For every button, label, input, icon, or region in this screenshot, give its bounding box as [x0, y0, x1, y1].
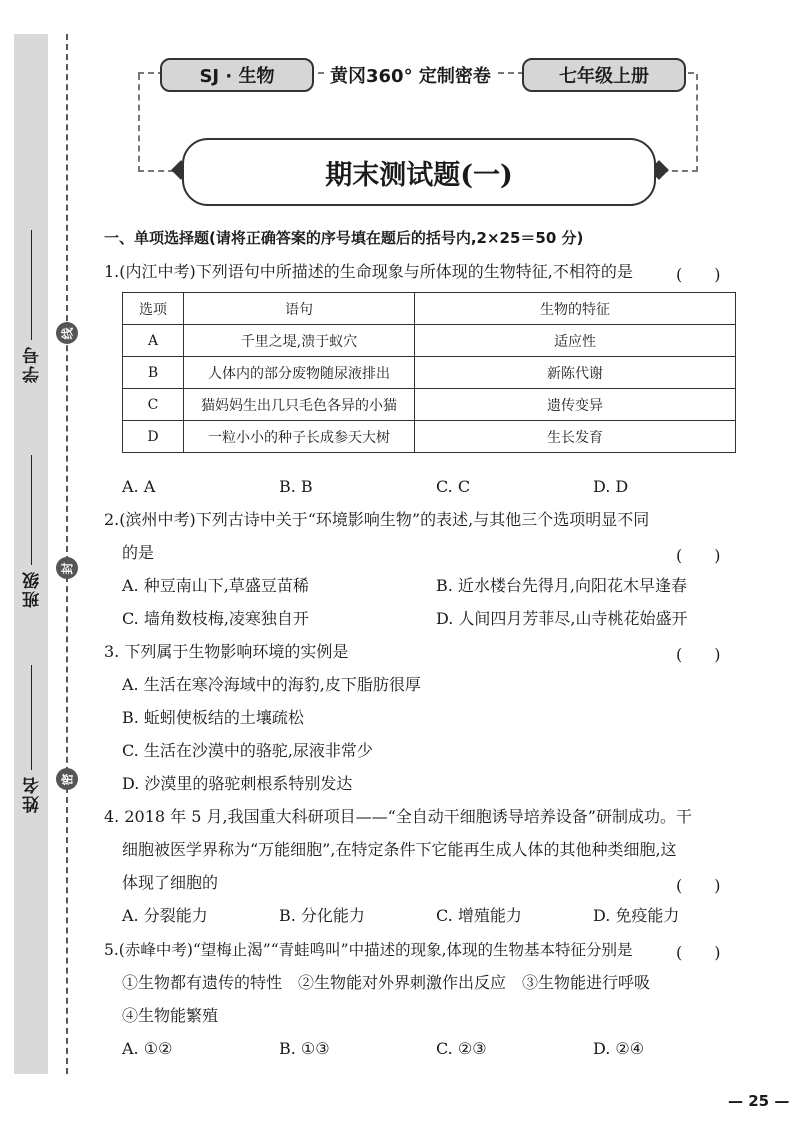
q2-stem-line2: 的是 — [122, 543, 155, 562]
q3-stem: 3. 下列属于生物影响环境的实例是 — [104, 642, 349, 661]
q3-answer-blank[interactable]: ( ) — [676, 645, 721, 664]
table-header-cell: 语句 — [184, 293, 415, 325]
table-row — [123, 325, 736, 357]
q1-stem: 1.(内江中考)下列语句中所描述的生命现象与所体现的生物特征,不相符的是 — [104, 262, 633, 281]
q1-option-a[interactable]: A. A — [122, 477, 156, 496]
table-header-row — [123, 293, 736, 325]
q4-option-b[interactable]: B. 分化能力 — [279, 906, 365, 925]
table-header-cell: 生物的特征 — [415, 293, 736, 325]
table-cell: A — [123, 325, 184, 357]
table-cell: 一粒小小的种子长成参天大树 — [184, 421, 415, 453]
grade-badge: 七年级上册 — [522, 58, 686, 92]
q4-option-d[interactable]: D. 免疫能力 — [593, 906, 680, 925]
q2-stem-line1: 2.(滨州中考)下列古诗中关于“环境影响生物”的表述,与其他三个选项明显不同 — [104, 510, 650, 529]
q4-stem-line3: 体现了细胞的 — [122, 873, 219, 892]
table-cell: 遗传变异 — [415, 389, 736, 421]
q5-option-d[interactable]: D. ②④ — [593, 1039, 645, 1058]
table-cell: 适应性 — [415, 325, 736, 357]
name-line — [31, 665, 32, 770]
page-title: 期末测试题(一) — [182, 138, 656, 206]
q2-option-b[interactable]: B. 近水楼台先得月,向阳花木早逢春 — [436, 576, 688, 595]
class-label: 班级 — [23, 570, 43, 608]
q3-option-a[interactable]: A. 生活在寒冷海域中的海豹,皮下脂肪很厚 — [122, 675, 421, 694]
q1-answer-blank[interactable]: ( ) — [676, 265, 721, 284]
name-label: 姓名 — [23, 775, 43, 813]
q5-option-a[interactable]: A. ①② — [122, 1039, 173, 1058]
q4-stem-line1: 4. 2018 年 5 月,我国重大科研项目——“全自动干细胞诱导培养设备”研制成功。干 — [104, 807, 692, 826]
q4-option-a[interactable]: A. 分裂能力 — [122, 906, 208, 925]
cut-line — [66, 34, 68, 1074]
seal-marker-mi: 密 — [56, 768, 78, 790]
q3-option-b[interactable]: B. 蚯蚓使板结的土壤疏松 — [122, 708, 304, 727]
table-cell: C — [123, 389, 184, 421]
q1-option-b[interactable]: B. B — [279, 477, 313, 496]
table-cell: 生长发育 — [415, 421, 736, 453]
table-cell: 千里之堤,溃于蚁穴 — [184, 325, 415, 357]
q5-items-line2: ④生物能繁殖 — [122, 1006, 219, 1025]
q4-answer-blank[interactable]: ( ) — [676, 876, 721, 895]
q4-stem-line2: 细胞被医学界称为“万能细胞”,在特定条件下它能再生成人体的其他种类细胞,这 — [122, 840, 677, 859]
seal-marker-feng: 封 — [56, 557, 78, 579]
q5-items-line1: ①生物都有遗传的特性 ②生物能对外界刺激作出反应 ③生物能进行呼吸 — [122, 973, 651, 992]
table-cell: 猫妈妈生出几只毛色各异的小猫 — [184, 389, 415, 421]
q2-option-d[interactable]: D. 人间四月芳菲尽,山寺桃花始盛开 — [436, 609, 688, 628]
page-number: — 25 — — [728, 1092, 790, 1110]
q3-option-d[interactable]: D. 沙漠里的骆驼刺根系特别发达 — [122, 774, 353, 793]
student-id-line — [31, 230, 32, 340]
q1-option-d[interactable]: D. D — [593, 477, 629, 496]
q2-answer-blank[interactable]: ( ) — [676, 546, 721, 565]
student-id-label: 学号 — [23, 345, 43, 383]
table-row — [123, 421, 736, 453]
q5-option-c[interactable]: C. ②③ — [436, 1039, 487, 1058]
q4-option-c[interactable]: C. 增殖能力 — [436, 906, 522, 925]
q1-table — [122, 292, 736, 453]
table-cell: B — [123, 357, 184, 389]
subject-badge: SJ · 生物 — [160, 58, 314, 92]
q2-option-c[interactable]: C. 墙角数枝梅,凌寒独自开 — [122, 609, 309, 628]
table-header-cell: 选项 — [123, 293, 184, 325]
q5-answer-blank[interactable]: ( ) — [676, 943, 721, 962]
q5-stem: 5.(赤峰中考)“望梅止渴”“青蛙鸣叫”中描述的现象,体现的生物基本特征分别是 — [104, 941, 633, 959]
table-cell: 新陈代谢 — [415, 357, 736, 389]
q2-option-a[interactable]: A. 种豆南山下,草盛豆苗稀 — [122, 576, 309, 595]
table-row — [123, 389, 736, 421]
q3-option-c[interactable]: C. 生活在沙漠中的骆驼,尿液非常少 — [122, 741, 373, 760]
q1-option-c[interactable]: C. C — [436, 477, 471, 496]
q5-option-b[interactable]: B. ①③ — [279, 1039, 330, 1058]
table-cell: 人体内的部分废物随尿液排出 — [184, 357, 415, 389]
table-cell: D — [123, 421, 184, 453]
series-title: 黄冈360° 定制密卷 — [326, 62, 495, 88]
table-row — [123, 357, 736, 389]
section-heading: 一、单项选择题(请将正确答案的序号填在题后的括号内,2×25＝50 分) — [104, 229, 584, 247]
class-line — [31, 455, 32, 565]
seal-marker-xian: 线 — [56, 322, 78, 344]
